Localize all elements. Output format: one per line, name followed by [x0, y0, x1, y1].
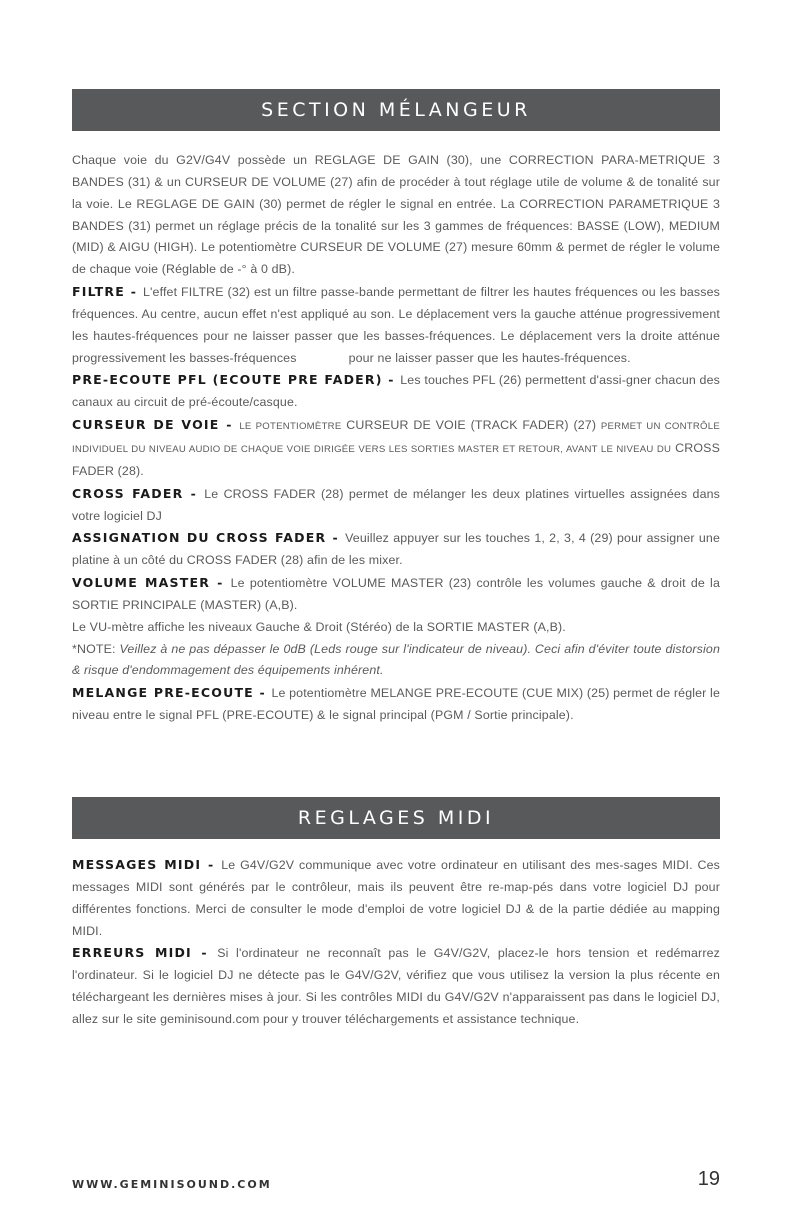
midi-errors-label: ERREURS MIDI - — [72, 945, 218, 961]
track-fader-text-1: CURSEUR DE VOIE (TRACK FADER) (27) — [341, 418, 601, 433]
section-midi-body — [72, 854, 720, 1031]
track-fader-smallcaps-1: LE POTENTIOMÈTRE — [239, 421, 342, 433]
section-mixer-title: SECTION MÉLANGEUR — [261, 99, 531, 121]
master-volume-label: VOLUME MASTER - — [72, 575, 231, 591]
section-mixer-body — [72, 150, 720, 727]
track-fader-text-2: CROSS FADER (28). — [72, 440, 720, 478]
mixer-intro-paragraph: Chaque voie du G2V/G4V possède un REGLAGE DE GAIN (30), une CORRECTION PARA-METRIQUE 3 BANDES (31) & un CURSEUR DE VOLUME (27) afin de procéder à tout réglage utile de volume & de tonalité sur la voie. Le REGLAGE DE GAIN (30) permet de régler le signal en entrée. La CORRECTION PARAMETRIQUE 3 BANDES (31) permet un réglage précis de la tonalité sur les 3 gammes de fréquences: BASSE (LOW), MEDIUM (MID) & AIGU (HIGH). Le potentiomètre CURSEUR DE VOLUME (27) mesure 60mm & permet de régler le volume de chaque voie (Réglable de -° à 0 dB). — [72, 153, 720, 277]
page-number: 19 — [697, 1168, 720, 1190]
pfl-text: Les touches PFL (26) permettent d'assi-gner chacun des canaux au circuit de pré-écoute/casque. — [72, 373, 720, 410]
master-volume-text: Le potentiomètre VOLUME MASTER (23) contrôle les volumes gauche & droit de la SORTIE PRINCIPALE (MASTER) (A,B). — [72, 576, 721, 612]
filtre-text-end: pour ne laisser passer que les hautes-fréquences. — [348, 350, 631, 365]
pfl-label: PRE-ECOUTE PFL (ECOUTE PRE FADER) - — [72, 372, 401, 388]
crossfader-label: CROSS FADER - — [72, 485, 205, 501]
filtre-paragraph — [72, 281, 720, 369]
track-fader-smallcaps-2: PERMET UN CONTRÔLE INDIVIDUEL DU NIVEAU AUDIO DE CHAQUE VOIE DIRIGÉE VERS LES SORTIES MASTER ET RETOUR, AVANT LE NIVEAU DU — [72, 421, 721, 455]
crossfader-assign-label: ASSIGNATION DU CROSS FADER - — [72, 530, 346, 546]
midi-messages-paragraph — [72, 854, 720, 942]
midi-messages-label: MESSAGES MIDI - — [72, 857, 222, 872]
note-paragraph — [72, 639, 720, 683]
track-fader-paragraph — [72, 414, 720, 483]
filtre-label: FILTRE - — [72, 284, 143, 300]
cue-mix-text: Le potentiomètre MELANGE PRE-ECOUTE (CUE MIX) (25) permet de régler le niveau entre le signal PFL (PRE-ECOUTE) & le signal principal (PGM / Sortie principale). — [72, 686, 721, 723]
cue-mix-paragraph — [72, 682, 720, 727]
crossfader-assign-text: Veuillez appuyer sur les touches 1, 2, 3, 4 (29) pour assigner une platine à un côté du CROSS FADER (28) afin de les mixer. — [72, 531, 720, 568]
vu-meter-paragraph: Le VU-mètre affiche les niveaux Gauche & Droit (Stéréo) de la SORTIE MASTER (A,B). — [72, 619, 566, 634]
midi-messages-text: Le G4V/G2V communique avec votre ordinateur en utilisant des mes-sages MIDI. Ces messages MIDI sont générés par le contrôleur, mais ils peuvent être re-map-pés dans votre logiciel DJ pour différentes fonctions. Merci de consulter le mode d'emploi de votre logiciel DJ & de la partie dédiée au mapping MIDI. — [72, 858, 720, 938]
master-volume-paragraph — [72, 572, 720, 617]
section-midi-heading — [72, 797, 720, 839]
crossfader-paragraph — [72, 483, 720, 528]
note-label: *NOTE: — [72, 641, 120, 656]
section-midi-title: REGLAGES MIDI — [297, 807, 495, 829]
note-text: Veillez à ne pas dépasser le 0dB (Leds rouge sur l'indicateur de niveau). Ceci afin d'éviter toute distorsion & risque d'endommagement des équipements inhérent. — [72, 641, 720, 678]
midi-errors-paragraph — [72, 942, 720, 1030]
crossfader-assign-paragraph — [72, 527, 720, 572]
crossfader-text: Le CROSS FADER (28) permet de mélanger les deux platines virtuelles assignées dans votre logiciel DJ — [72, 486, 720, 523]
pfl-paragraph — [72, 369, 720, 414]
cue-mix-label: MELANGE PRE-ECOUTE - — [72, 685, 272, 701]
footer-website: WWW.GEMINISOUND.COM — [72, 1178, 272, 1191]
midi-errors-text: Si l'ordinateur ne reconnaît pas le G4V/G2V, placez-le hors tension et redémarrez l'ordinateur. Si le logiciel DJ ne détecte pas le G4V/G2V, vérifiez que vous utilisez la version la plus récente en téléchargeant les dernières mises à jour. Si les contrôles MIDI du G4V/G2V n'apparaissent pas dans le logiciel DJ, allez sur le site geminisound.com pour y trouver téléchargements et assistance technique. — [72, 946, 720, 1026]
filtre-text: L'effet FILTRE (32) est un filtre passe-bande permettant de filtrer les hautes fréquences ou les basses fréquences. Au centre, aucun effet n'est appliqué au son. Le déplacement vers la gauche atténue progressivement les hautes-fréquences pour ne laisser passer que les basses-fréquences. Le déplacement vers la droite atténue progressivement les basses-fréquences — [72, 285, 720, 365]
track-fader-label: CURSEUR DE VOIE - — [72, 417, 240, 433]
section-mixer-heading — [72, 89, 720, 131]
